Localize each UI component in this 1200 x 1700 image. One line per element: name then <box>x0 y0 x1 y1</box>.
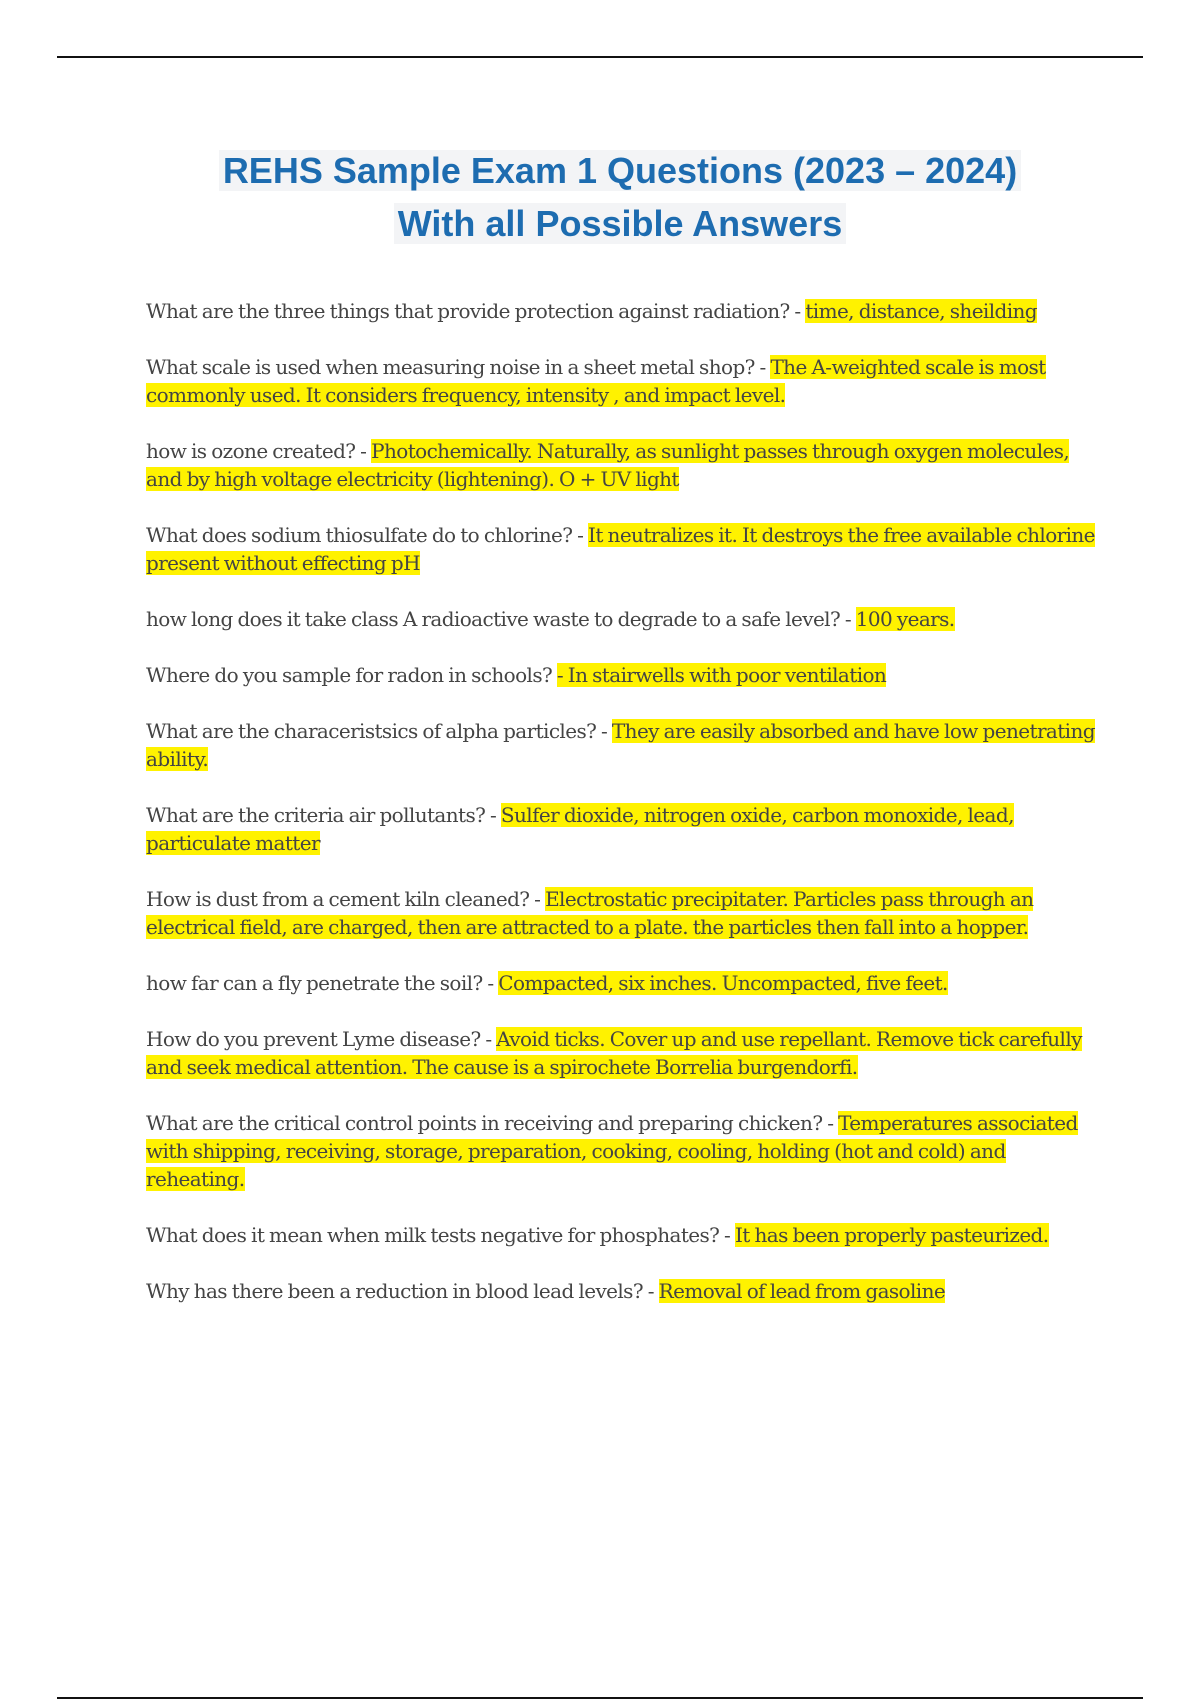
qa-item <box>146 969 1098 997</box>
qa-item <box>146 353 1098 409</box>
question-text: How is dust from a cement kiln cleaned? - <box>146 887 546 911</box>
qa-item <box>146 605 1098 633</box>
qa-item <box>146 801 1098 857</box>
top-rule <box>57 56 1143 58</box>
question-text: Where do you sample for radon in schools? <box>146 663 557 687</box>
question-text: What are the criteria air pollutants? - <box>146 803 501 827</box>
title-line-1: REHS Sample Exam 1 Questions (2023 – 2024) <box>219 150 1021 191</box>
qa-item <box>146 1025 1098 1081</box>
answer-highlight: - In stairwells with poor ventilation <box>556 663 887 687</box>
answer-highlight: Sulfer dioxide, nitrogen oxide, carbon monoxide, lead, particulate matter <box>146 803 1014 855</box>
answer-highlight: Temperatures associated with shipping, receiving, storage, preparation, cooking, cooling, holding (hot and cold) and reheating. <box>146 1111 1078 1191</box>
answer-highlight: It has been properly pasteurized. <box>734 1223 1049 1247</box>
answer-highlight: Electrostatic precipitater. Particles pass through an electrical field, are charged, then are attracted to a plate. the particles then fall into a hopper. <box>146 887 1034 939</box>
qa-item <box>146 1109 1098 1193</box>
question-text: What are the three things that provide protection against radiation? - <box>146 299 806 323</box>
answer-highlight: Compacted, six inches. Uncompacted, five feet. <box>498 971 948 995</box>
qa-item <box>146 1277 1098 1305</box>
answer-highlight: Photochemically. Naturally, as sunlight passes through oxygen molecules, and by high voltage electricity (lightening). O + UV light <box>146 439 1070 491</box>
answer-highlight: Removal of lead from gasoline <box>658 1279 946 1303</box>
question-text: how far can a fly penetrate the soil? - <box>146 971 499 995</box>
qa-item <box>146 717 1098 773</box>
question-text: What does sodium thiosulfate do to chlorine? - <box>146 523 589 547</box>
qa-item <box>146 437 1098 493</box>
answer-highlight: 100 years. <box>855 607 955 631</box>
answer-highlight: It neutralizes it. It destroys the free available chlorine present without effecting pH <box>146 523 1095 575</box>
answer-highlight: The A-weighted scale is most commonly used. It considers frequency, intensity , and impact level. <box>146 355 1046 407</box>
question-text: how is ozone created? - <box>146 439 372 463</box>
qa-list <box>146 297 1098 1333</box>
question-text: What does it mean when milk tests negative for phosphates? - <box>146 1223 735 1247</box>
qa-item <box>146 661 1098 689</box>
question-text: What scale is used when measuring noise in a sheet metal shop? - <box>146 355 771 379</box>
page-title <box>140 144 1100 250</box>
qa-item <box>146 297 1098 325</box>
answer-highlight: They are easily absorbed and have low penetrating ability. <box>146 719 1095 771</box>
qa-item <box>146 885 1098 941</box>
question-text: how long does it take class A radioactive waste to degrade to a safe level? - <box>146 607 856 631</box>
qa-item <box>146 521 1098 577</box>
answer-highlight: Avoid ticks. Cover up and use repellant. Remove tick carefully and seek medical attention. The cause is a spirochete Borrelia burgendorfi. <box>146 1027 1082 1079</box>
question-text: How do you prevent Lyme disease? - <box>146 1027 497 1051</box>
question-text: What are the critical control points in receiving and preparing chicken? - <box>146 1111 839 1135</box>
question-text: What are the characeristsics of alpha particles? - <box>146 719 612 743</box>
bottom-rule <box>57 1697 1143 1699</box>
answer-highlight: time, distance, sheilding <box>805 299 1038 323</box>
title-line-2: With all Possible Answers <box>394 203 846 244</box>
qa-item <box>146 1221 1098 1249</box>
question-text: Why has there been a reduction in blood lead levels? - <box>146 1279 659 1303</box>
